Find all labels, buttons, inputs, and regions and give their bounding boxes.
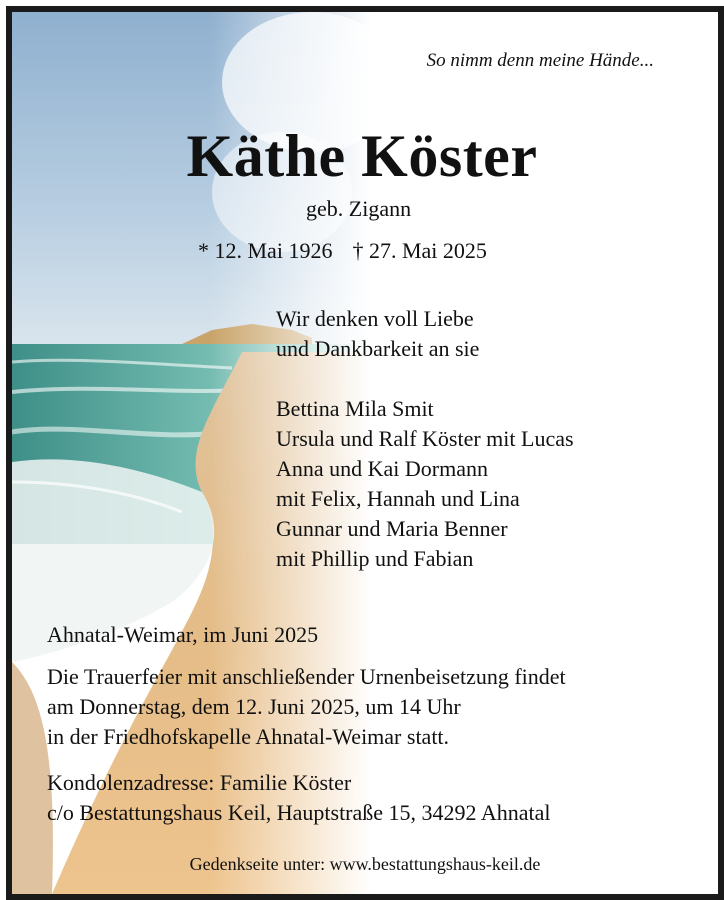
mourner-line: Gunnar und Maria Benner (276, 516, 508, 541)
mourners-list (276, 394, 574, 574)
life-dates (198, 238, 487, 264)
condolence-line: c/o Bestattungshaus Keil, Hauptstraße 15, 34292 Ahnatal (47, 800, 551, 825)
mourner-line: mit Phillip und Fabian (276, 546, 474, 571)
mourner-line: Anna und Kai Dormann (276, 456, 489, 481)
place-date-text: Ahnatal-Weimar, im Juni 2025 (47, 622, 319, 647)
thanks-line: Wir denken voll Liebe (276, 306, 474, 331)
service-line: Die Trauerfeier mit anschließender Urnenbeisetzung findet (47, 664, 566, 689)
condolence-line: Kondolenzadresse: Familie Köster (47, 770, 352, 795)
obituary-notice (6, 6, 724, 900)
mourner-line: Ursula und Ralf Köster mit Lucas (276, 426, 574, 451)
thanks-text (276, 304, 479, 364)
service-line: am Donnerstag, dem 12. Juni 2025, um 14 Uhr (47, 694, 461, 719)
place-date (47, 620, 318, 650)
service-line: in der Friedhofskapelle Ahnatal-Weimar statt. (47, 724, 450, 749)
death-date: † 27. Mai 2025 (352, 238, 487, 263)
service-info (47, 662, 566, 752)
mourner-line: mit Felix, Hannah und Lina (276, 486, 520, 511)
thanks-line: und Dankbarkeit an sie (276, 336, 480, 361)
memorial-website: Gedenkseite unter: www.bestattungshaus-keil.de (189, 854, 541, 874)
condolence-address (47, 768, 550, 828)
deceased-name: Käthe Köster (186, 123, 538, 189)
birth-date: * 12. Mai 1926 (198, 238, 333, 263)
motto: So nimm denn meine Hände... (426, 50, 654, 71)
mourner-line: Bettina Mila Smit (276, 396, 434, 421)
maiden-name: geb. Zigann (306, 196, 412, 221)
